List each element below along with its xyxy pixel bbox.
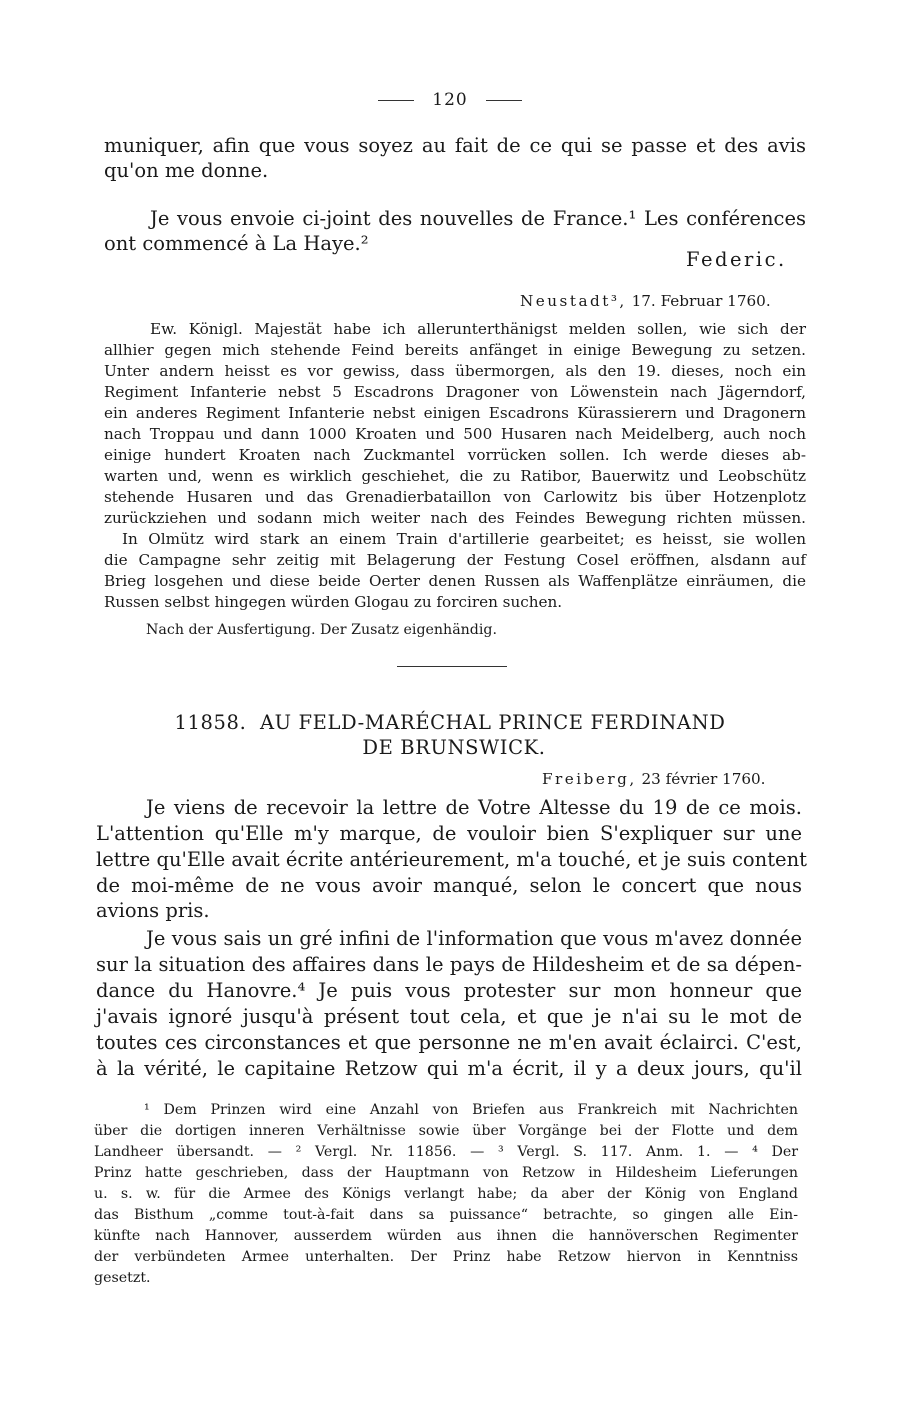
text-line: dance du Hanovre.⁴ Je puis vous protester sur mon honneur que bbox=[96, 979, 802, 1002]
text-line: Regiment Infanterie nebst 5 Escadrons Dragoner von Löwenstein nach Jägerndorf, bbox=[104, 383, 806, 401]
letter-number: 11858. bbox=[174, 711, 247, 734]
text-line: Russen selbst hingegen würden Glogau zu forciren suchen. bbox=[104, 593, 563, 611]
text-line: j'avais ignoré jusqu'à présent tout cela, et que je n'ai su le mot de bbox=[96, 1005, 802, 1028]
text-line: allhier gegen mich stehende Feind bereits anfänget in einige Bewegung zu setzen. bbox=[104, 341, 806, 359]
dateline bbox=[542, 770, 766, 788]
text-line: ein anderes Regiment Infanterie nebst einigen Escadrons Kürassierern und Dragonern bbox=[104, 404, 806, 422]
text-line: toutes ces circonstances et que personne ne m'en avait éclairci. C'est, bbox=[96, 1031, 802, 1054]
text-line: nach Troppau und dann 1000 Kroaten und 500 Husaren nach Meidelberg, auch noch bbox=[104, 425, 806, 443]
dateline-place: Freiberg, bbox=[542, 770, 637, 788]
source-note: Nach der Ausfertigung. Der Zusatz eigenhändig. bbox=[146, 622, 498, 638]
text-line: sur la situation des affaires dans le pays de Hildesheim et de sa dépen- bbox=[96, 953, 802, 976]
footnote-line: künfte nach Hannover, ausserdem würden aus ihnen die hannöverschen Regimenter bbox=[94, 1228, 798, 1244]
footnote-line: ¹ Dem Prinzen wird eine Anzahl von Briefen aus Frankreich mit Nachrichten bbox=[144, 1102, 798, 1118]
signature: Federic. bbox=[686, 248, 787, 271]
dateline bbox=[520, 292, 771, 310]
text-line: qu'on me donne. bbox=[104, 159, 269, 182]
text-line: warten und, wenn es wirklich geschiehet, die zu Ratibor, Bauerwitz und Leobschütz bbox=[104, 467, 806, 485]
letter-title: AU FELD-MARÉCHAL PRINCE FERDINAND bbox=[259, 711, 726, 734]
text-line: die Campagne sehr zeitig mit Belagerung der Festung Cosel eröffnen, alsdann auf bbox=[104, 551, 806, 569]
header-rule-left bbox=[378, 100, 414, 101]
text-line: zurückziehen und sodann mich weiter nach des Feindes Bewegung richten müssen. bbox=[104, 509, 806, 527]
header-rule-right bbox=[486, 100, 522, 101]
text-line: Je viens de recevoir la lettre de Votre Altesse du 19 de ce mois. bbox=[146, 796, 802, 819]
text-line: In Olmütz wird stark an einem Train d'artillerie gearbeitet; es heisst, sie wollen bbox=[122, 530, 806, 548]
text-line: de moi-même de ne vous avoir manqué, selon le concert que nous bbox=[96, 874, 802, 897]
text-line: lettre qu'Elle avait écrite antérieurement, m'a touché, et je suis content bbox=[96, 848, 807, 871]
section-divider bbox=[397, 666, 507, 667]
footnote-line: der verbündeten Armee unterhalten. Der Prinz habe Retzow hiervon in Kenntniss bbox=[94, 1249, 798, 1265]
dateline-date: 17. Februar 1760. bbox=[631, 292, 771, 310]
text-line: Ew. Königl. Majestät habe ich allerunterthänigst melden sollen, wie sich der bbox=[150, 320, 806, 338]
footnote-line: Landheer übersandt. — ² Vergl. Nr. 11856. — ³ Vergl. S. 117. Anm. 1. — ⁴ Der bbox=[94, 1144, 798, 1160]
text-line: Brieg losgehen und diese beide Oerter denen Russen als Waffenplätze einräumen, die bbox=[104, 572, 806, 590]
text-line: L'attention qu'Elle m'y marque, de vouloir bien S'expliquer sur une bbox=[96, 822, 802, 845]
dateline-date: 23 février 1760. bbox=[641, 770, 766, 788]
text-line: Je vous envoie ci-joint des nouvelles de France.¹ Les conférences bbox=[150, 207, 806, 230]
footnote-line: das Bisthum „comme tout-à-fait dans sa puissance“ betrachte, so gingen alle Ein- bbox=[94, 1207, 798, 1223]
text-line: Unter andern heisst es vor gewiss, dass übermorgen, als den 19. dieses, noch ein bbox=[104, 362, 806, 380]
footnote-line: Prinz hatte geschrieben, dass der Hauptmann von Retzow in Hildesheim Lieferungen bbox=[94, 1165, 798, 1181]
text-line: Je vous sais un gré infini de l'information que vous m'avez donnée bbox=[146, 927, 802, 950]
page-header bbox=[0, 90, 900, 110]
footnote-line: gesetzt. bbox=[94, 1270, 151, 1286]
letter-heading bbox=[0, 711, 900, 734]
page-number: 120 bbox=[432, 90, 468, 110]
text-line: à la vérité, le capitaine Retzow qui m'a écrit, il y a deux jours, qu'il bbox=[96, 1057, 802, 1080]
footnote-line: über die dortigen inneren Verhältnisse sowie über Vorgänge bei der Flotte und dem bbox=[94, 1123, 798, 1139]
text-line: ont commencé à La Haye.² bbox=[104, 232, 369, 255]
letter-title-continued: DE BRUNSWICK. bbox=[362, 736, 546, 759]
text-line: avions pris. bbox=[96, 899, 210, 922]
text-line: muniquer, afin que vous soyez au fait de ce qui se passe et des avis bbox=[104, 134, 806, 157]
text-line: einige hundert Kroaten nach Zuckmantel vorrücken sollen. Ich werde dieses ab- bbox=[104, 446, 806, 464]
footnote-line: u. s. w. für die Armee des Königs verlangt habe; da aber der König von England bbox=[94, 1186, 798, 1202]
dateline-place: Neustadt³, bbox=[520, 292, 627, 310]
text-line: stehende Husaren und das Grenadierbataillon von Carlowitz bis über Hotzenplotz bbox=[104, 488, 806, 506]
